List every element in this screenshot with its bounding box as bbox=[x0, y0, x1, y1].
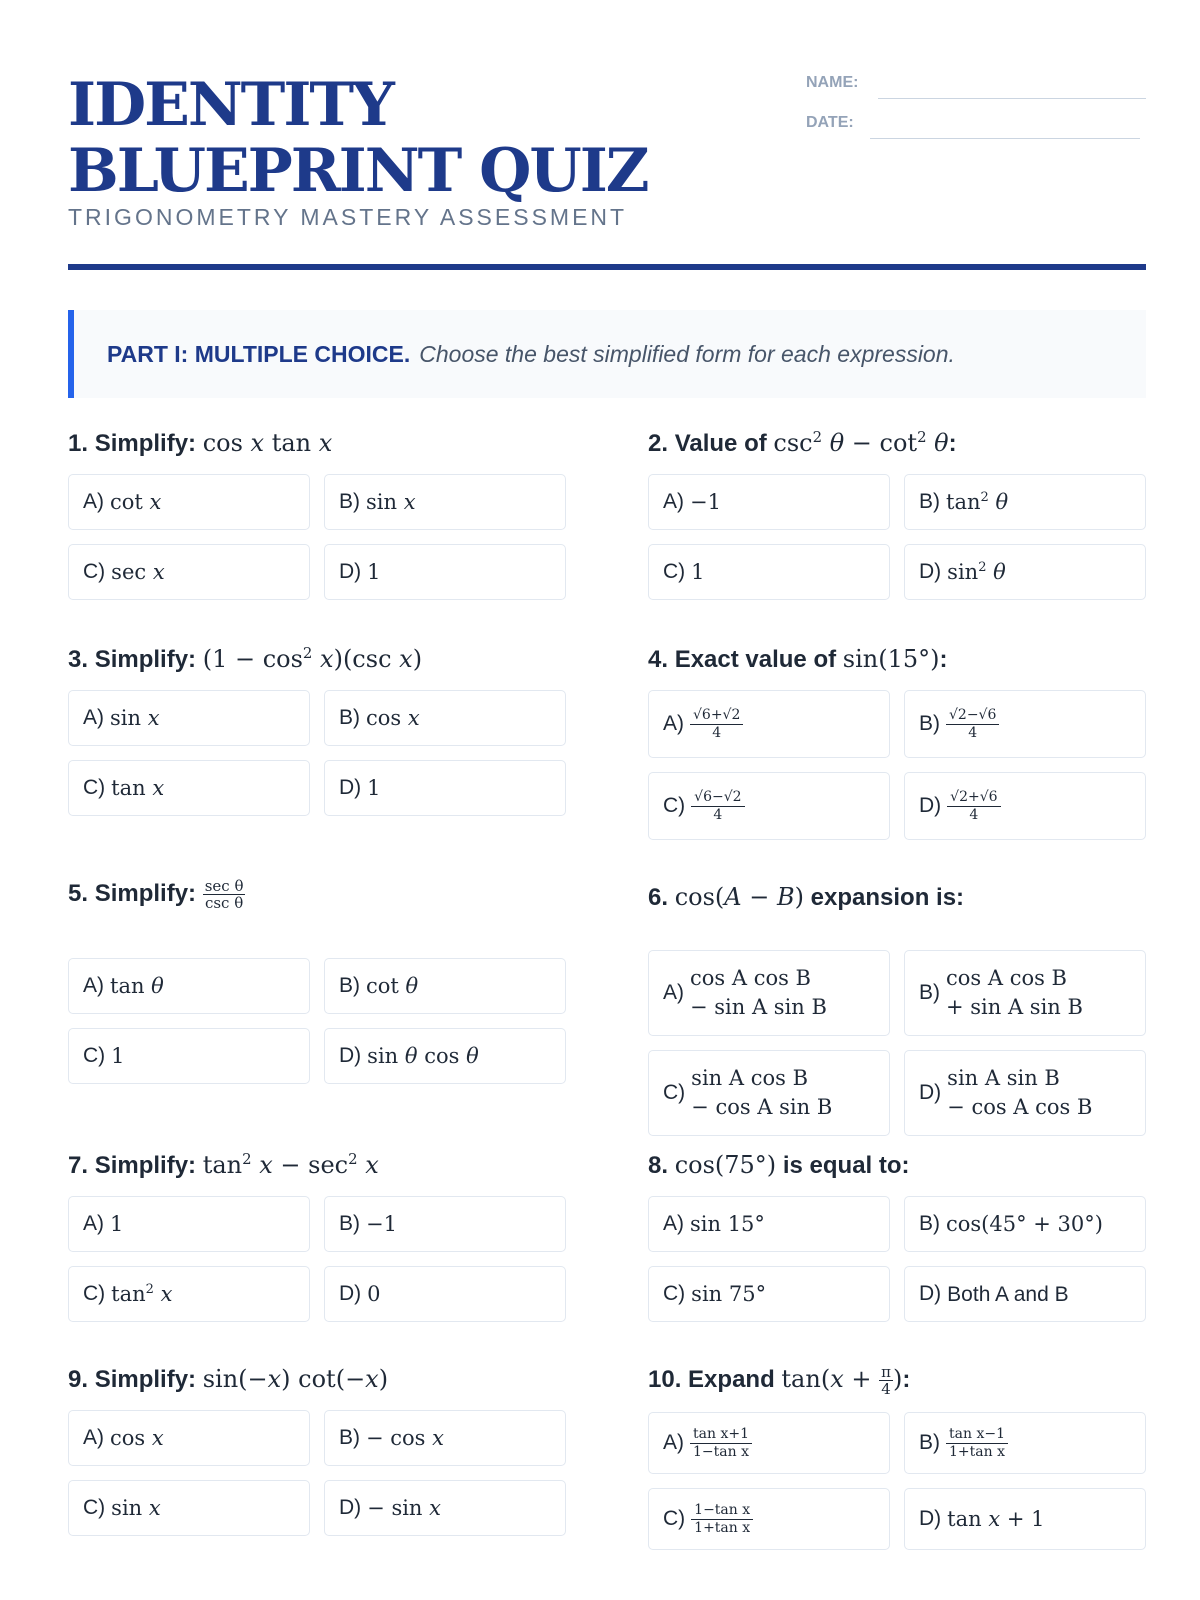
name-line[interactable] bbox=[878, 98, 1146, 99]
option-d[interactable] bbox=[904, 1050, 1146, 1136]
option-letter: D) bbox=[919, 1081, 942, 1104]
option-a[interactable] bbox=[68, 474, 310, 530]
option-c[interactable] bbox=[648, 1050, 890, 1136]
option-b[interactable] bbox=[904, 1196, 1146, 1252]
option-letter: B) bbox=[339, 1212, 360, 1235]
option-letter: B) bbox=[919, 490, 940, 513]
question-suffix: expansion is: bbox=[810, 884, 965, 911]
question-number: 2. bbox=[648, 430, 669, 457]
question-prefix: Value of bbox=[674, 430, 767, 457]
question-suffix: : bbox=[948, 430, 957, 457]
question-heading bbox=[68, 878, 245, 911]
option-a[interactable] bbox=[648, 1196, 890, 1252]
option-value: 0 bbox=[367, 1281, 381, 1306]
option-fraction: $\frac{√6+√2}{4}$ bbox=[690, 707, 743, 742]
option-letter: D) bbox=[339, 1496, 362, 1519]
option-a[interactable] bbox=[68, 1410, 310, 1466]
option-letter: A) bbox=[663, 712, 684, 735]
option-b[interactable] bbox=[324, 1410, 566, 1466]
option-value: 1 bbox=[110, 1211, 124, 1236]
option-b[interactable] bbox=[324, 690, 566, 746]
option-a[interactable] bbox=[68, 690, 310, 746]
option-value: sec x bbox=[111, 559, 165, 584]
question-prefix: Expand bbox=[688, 1366, 775, 1393]
option-letter: B) bbox=[339, 974, 360, 997]
option-letter: B) bbox=[919, 1212, 940, 1235]
question-expression: $\tan^2 x - \sec^2 x$ bbox=[202, 1150, 379, 1179]
option-a[interactable] bbox=[648, 950, 890, 1036]
option-letter: A) bbox=[663, 981, 684, 1004]
option-letter: D) bbox=[919, 1507, 942, 1530]
option-fraction: $\frac{\text{tan x+1}}{\text{1−tan x}}$ bbox=[690, 1426, 752, 1461]
option-value: sin θ cos θ bbox=[367, 1043, 479, 1068]
option-b[interactable] bbox=[904, 690, 1146, 758]
option-b[interactable] bbox=[904, 474, 1146, 530]
option-value: 1 bbox=[367, 775, 381, 800]
option-letter: C) bbox=[663, 1507, 686, 1530]
question-prefix: Simplify: bbox=[94, 646, 197, 673]
option-letter: A) bbox=[663, 490, 684, 513]
question-expression: cos(A − B) bbox=[674, 883, 804, 911]
option-letter: D) bbox=[339, 1282, 362, 1305]
option-d[interactable] bbox=[324, 1480, 566, 1536]
option-value: sin A cos B − cos A sin B bbox=[691, 1066, 833, 1119]
option-value: tan θ bbox=[110, 973, 164, 998]
header-divider bbox=[68, 264, 1146, 270]
option-fraction: $\frac{√2-√6}{4}$ bbox=[946, 707, 999, 742]
question-heading bbox=[68, 428, 332, 459]
question-number: 8. bbox=[648, 1152, 669, 1179]
question-heading bbox=[648, 428, 957, 459]
option-value: sin x bbox=[111, 1495, 161, 1520]
option-letter: B) bbox=[339, 490, 360, 513]
option-value: sin 75° bbox=[691, 1281, 767, 1306]
option-d[interactable] bbox=[904, 1488, 1146, 1550]
option-letter: B) bbox=[339, 1426, 360, 1449]
question-number: 3. bbox=[68, 646, 89, 673]
question-heading bbox=[68, 1150, 379, 1181]
option-letter: A) bbox=[83, 490, 104, 513]
option-c[interactable] bbox=[68, 544, 310, 600]
option-b[interactable] bbox=[324, 1196, 566, 1252]
option-value: cos A cos B − sin A sin B bbox=[690, 966, 827, 1019]
option-d[interactable] bbox=[904, 772, 1146, 840]
question-expression: sin(−x) cot(−x) bbox=[202, 1365, 389, 1393]
option-d[interactable] bbox=[324, 760, 566, 816]
option-letter: A) bbox=[83, 1212, 104, 1235]
question-expression: $\csc^2 \theta - \cot^2 \theta$ bbox=[773, 428, 949, 457]
option-d[interactable] bbox=[904, 544, 1146, 600]
option-value: − cos x bbox=[366, 1425, 444, 1450]
question-heading bbox=[68, 644, 422, 675]
option-fraction: $\frac{√6-√2}{4}$ bbox=[691, 789, 744, 824]
quiz-page bbox=[68, 0, 1146, 1600]
option-letter: A) bbox=[83, 706, 104, 729]
question-heading bbox=[648, 1364, 910, 1397]
option-value: cos A cos B + sin A sin B bbox=[946, 966, 1083, 1019]
option-letter: D) bbox=[339, 560, 362, 583]
question-suffix: : bbox=[939, 646, 948, 673]
question-prefix: Simplify: bbox=[94, 430, 197, 457]
question-prefix: Exact value of bbox=[674, 646, 837, 673]
option-c[interactable] bbox=[648, 1266, 890, 1322]
question-suffix: : bbox=[902, 1366, 911, 1393]
option-value: 1 bbox=[691, 559, 705, 584]
section-title: PART I: MULTIPLE CHOICE. bbox=[107, 340, 411, 367]
option-letter: C) bbox=[83, 560, 106, 583]
option-a[interactable] bbox=[648, 474, 890, 530]
option-value: Both A and B bbox=[947, 1282, 1069, 1306]
question-suffix: is equal to: bbox=[782, 1152, 910, 1179]
question-expression: tan(x + $\frac{\pi}{4}$ ) bbox=[781, 1363, 903, 1398]
option-a[interactable] bbox=[648, 1412, 890, 1474]
option-value: 1 bbox=[111, 1043, 125, 1068]
option-fraction: $\frac{\text{tan x−1}}{\text{1+tan x}}$ bbox=[946, 1426, 1008, 1461]
option-letter: C) bbox=[663, 794, 686, 817]
option-letter: A) bbox=[83, 974, 104, 997]
name-label: NAME: bbox=[806, 74, 859, 91]
option-c[interactable] bbox=[68, 1028, 310, 1084]
option-letter: D) bbox=[339, 1044, 362, 1067]
option-value: − sin x bbox=[367, 1495, 441, 1520]
option-value: −1 bbox=[690, 489, 721, 514]
option-letter: C) bbox=[663, 1282, 686, 1305]
option-letter: A) bbox=[83, 1426, 104, 1449]
option-b[interactable] bbox=[904, 1412, 1146, 1474]
option-value: cos x bbox=[110, 1425, 164, 1450]
option-c[interactable] bbox=[648, 544, 890, 600]
date-label: DATE: bbox=[806, 114, 854, 131]
option-value: cot θ bbox=[366, 973, 419, 998]
option-a[interactable] bbox=[68, 958, 310, 1014]
section-instruction: Choose the best simplified form for each expression. bbox=[419, 340, 955, 367]
option-letter: A) bbox=[663, 1431, 684, 1454]
question-expression: $(1 - \cos^2 x)(\csc$ x) bbox=[202, 644, 423, 673]
option-d[interactable] bbox=[904, 1266, 1146, 1322]
question-expression: cos x tan x bbox=[202, 429, 333, 457]
option-value: tan x bbox=[111, 775, 165, 800]
question-number: 10. bbox=[648, 1366, 682, 1393]
question-expression: cos(75°) bbox=[674, 1151, 777, 1179]
option-value: −1 bbox=[366, 1211, 397, 1236]
option-b[interactable] bbox=[904, 950, 1146, 1036]
option-c[interactable] bbox=[648, 772, 890, 840]
question-heading bbox=[68, 1364, 388, 1395]
question-prefix: Simplify: bbox=[94, 1152, 197, 1179]
option-value: cot x bbox=[110, 489, 162, 514]
option-fraction: $\frac{\text{1−tan x}}{\text{1+tan x}}$ bbox=[691, 1502, 753, 1537]
question-number: 5. bbox=[68, 879, 89, 907]
option-value: sin 15° bbox=[690, 1211, 765, 1236]
option-b[interactable] bbox=[324, 474, 566, 530]
quiz-subtitle: TRIGONOMETRY MASTERY ASSESSMENT bbox=[68, 204, 628, 230]
option-value: sin x bbox=[366, 489, 416, 514]
option-value: cos x bbox=[366, 705, 420, 730]
question-number: 6. bbox=[648, 884, 669, 911]
question-heading bbox=[648, 882, 964, 913]
option-letter: C) bbox=[83, 776, 106, 799]
option-letter: C) bbox=[83, 1282, 106, 1305]
option-d[interactable] bbox=[324, 544, 566, 600]
question-number: 1. bbox=[68, 430, 89, 457]
option-letter: D) bbox=[339, 776, 362, 799]
option-letter: D) bbox=[919, 1282, 942, 1305]
option-value: sin A sin B − cos A cos B bbox=[947, 1066, 1093, 1119]
question-expression: $\frac{\text{sec θ}}{\text{csc θ}}$ bbox=[204, 877, 244, 912]
option-letter: B) bbox=[919, 1431, 940, 1454]
option-letter: D) bbox=[919, 560, 942, 583]
option-value: 1 bbox=[367, 559, 381, 584]
section-banner bbox=[68, 310, 1146, 398]
question-prefix: Simplify: bbox=[94, 879, 197, 907]
option-value: tan x + 1 bbox=[947, 1506, 1045, 1531]
option-value: $\tan^2 x$ bbox=[111, 1281, 173, 1306]
option-letter: A) bbox=[663, 1212, 684, 1235]
option-a[interactable] bbox=[648, 690, 890, 758]
option-fraction: $\frac{√2+√6}{4}$ bbox=[947, 789, 1000, 824]
question-heading bbox=[648, 644, 947, 675]
option-letter: B) bbox=[919, 712, 940, 735]
option-d[interactable] bbox=[324, 1266, 566, 1322]
date-line[interactable] bbox=[870, 138, 1140, 139]
option-c[interactable] bbox=[648, 1488, 890, 1550]
question-number: 7. bbox=[68, 1152, 89, 1179]
option-c[interactable] bbox=[68, 1480, 310, 1536]
option-letter: C) bbox=[83, 1496, 106, 1519]
option-value: $\sin^2 \theta$ bbox=[947, 559, 1006, 584]
option-a[interactable] bbox=[68, 1196, 310, 1252]
option-letter: B) bbox=[339, 706, 360, 729]
option-c[interactable] bbox=[68, 1266, 310, 1322]
option-letter: C) bbox=[663, 560, 686, 583]
question-heading bbox=[648, 1150, 910, 1181]
option-value: cos(45° + 30°) bbox=[946, 1211, 1103, 1236]
option-d[interactable] bbox=[324, 1028, 566, 1084]
option-letter: C) bbox=[663, 1081, 686, 1104]
option-b[interactable] bbox=[324, 958, 566, 1014]
option-value: $\tan^2 \theta$ bbox=[946, 489, 1009, 514]
question-prefix: Simplify: bbox=[94, 1366, 197, 1393]
option-letter: C) bbox=[83, 1044, 106, 1067]
question-number: 4. bbox=[648, 646, 669, 673]
option-c[interactable] bbox=[68, 760, 310, 816]
question-expression: sin(15°) bbox=[842, 645, 940, 673]
option-value: sin x bbox=[110, 705, 160, 730]
question-number: 9. bbox=[68, 1366, 89, 1393]
option-letter: B) bbox=[919, 981, 940, 1004]
quiz-title: IDENTITY BLUEPRINT QUIZ bbox=[68, 70, 648, 206]
option-letter: D) bbox=[919, 794, 942, 817]
